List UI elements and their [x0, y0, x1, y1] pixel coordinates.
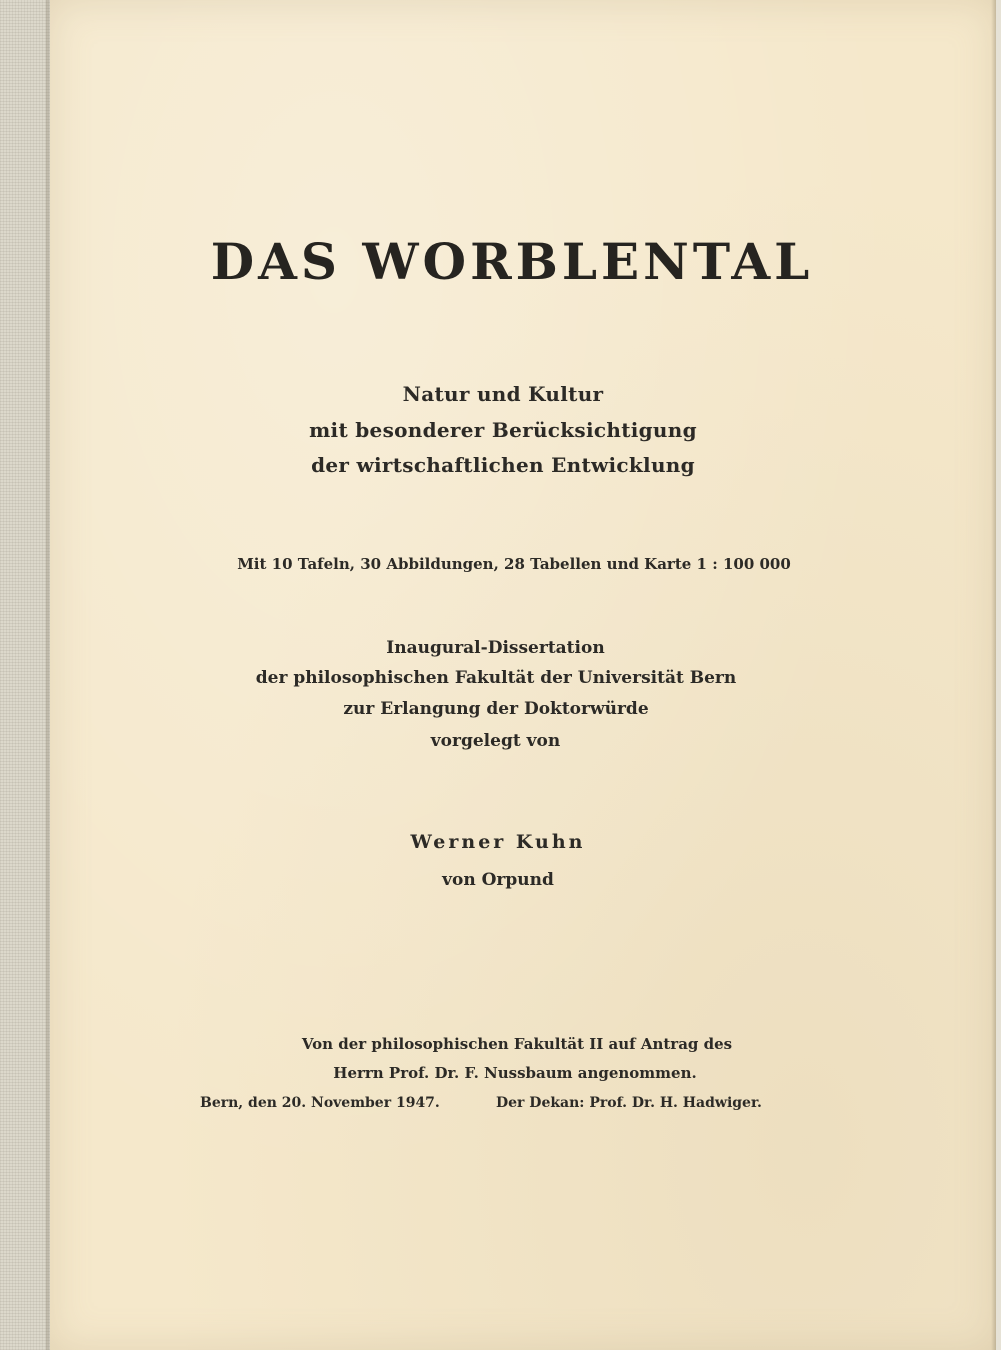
author-origin: von Orpund	[442, 870, 554, 890]
approval-line-2: Herrn Prof. Dr. F. Nussbaum angenommen.	[333, 1064, 697, 1082]
dissertation-line-1: Inaugural-Dissertation	[386, 638, 605, 658]
book-title: DAS WORBLENTAL	[210, 232, 814, 291]
subtitle-line-1: Natur und Kultur	[402, 382, 604, 406]
dissertation-line-4: vorgelegt von	[430, 731, 561, 751]
book-binding	[0, 0, 52, 1350]
dean-signature: Der Dekan: Prof. Dr. H. Hadwiger.	[496, 1095, 762, 1111]
title-page	[50, 0, 996, 1350]
place-date: Bern, den 20. November 1947.	[200, 1095, 440, 1111]
author-name: Werner Kuhn	[410, 831, 586, 853]
subtitle-line-3: der wirtschaftlichen Entwicklung	[311, 453, 695, 477]
dissertation-line-2: der philosophischen Fakultät der Universität Bern	[255, 668, 737, 688]
dissertation-line-3: zur Erlangung der Doktorwürde	[343, 699, 649, 719]
approval-line-1: Von der philosophischen Fakultät II auf Antrag des	[301, 1035, 733, 1053]
subtitle-line-2: mit besonderer Berücksichtigung	[309, 418, 697, 442]
contents-note: Mit 10 Tafeln, 30 Abbildungen, 28 Tabellen und Karte 1 : 100 000	[237, 555, 791, 573]
